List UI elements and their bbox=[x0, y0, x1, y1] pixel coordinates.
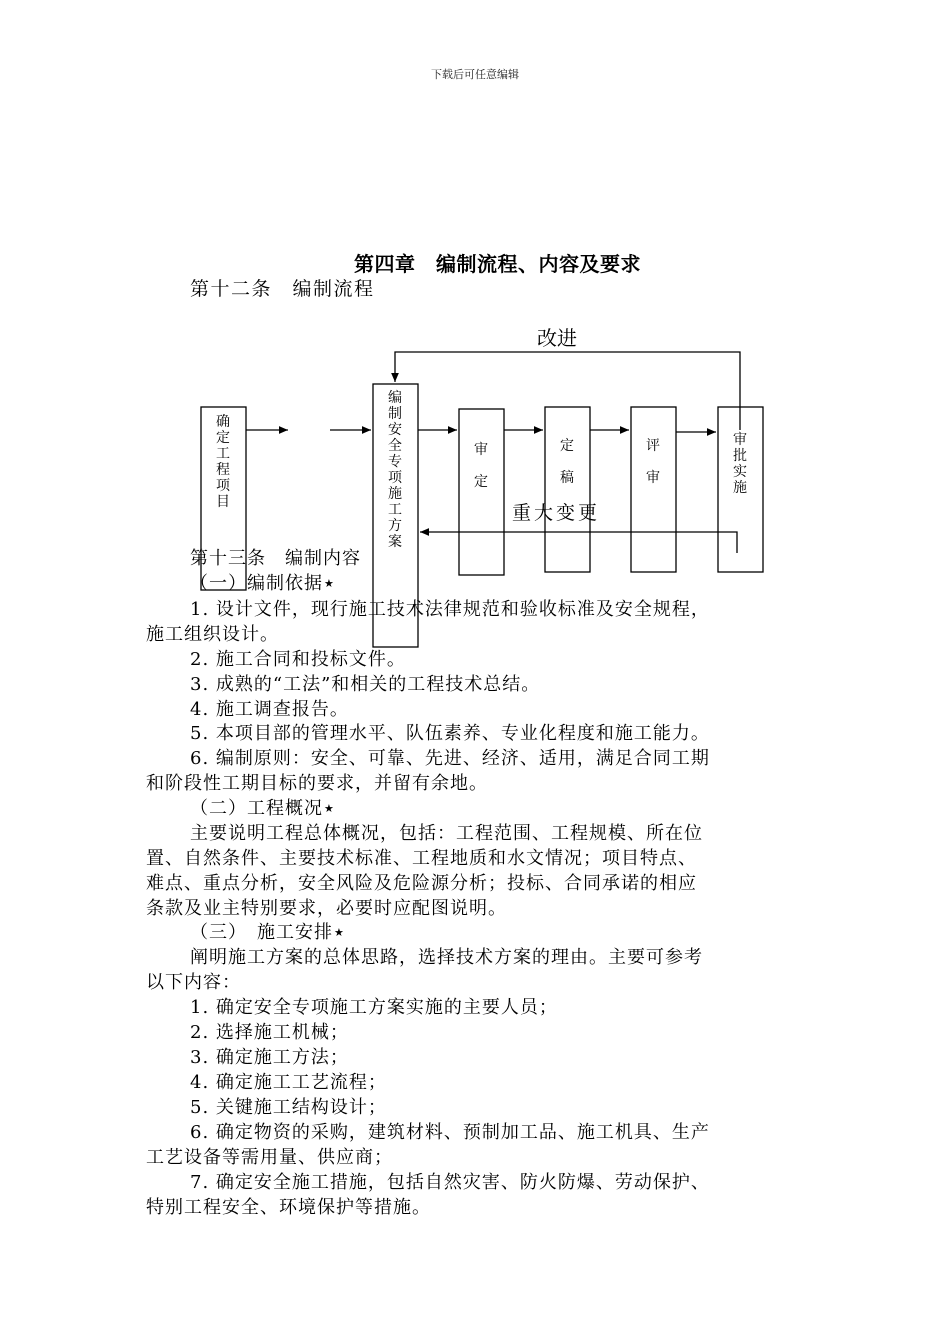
s1-item-5: 5. 本项目部的管理水平、队伍素养、专业化程度和施工能力。 bbox=[190, 723, 710, 744]
flow-box-1-label: 确 定 工 程 项 目 bbox=[216, 414, 230, 510]
s3-item-3: 3. 确定施工方法； bbox=[190, 1047, 349, 1068]
s3-intro-1: 阐明施工方案的总体思路，选择技术方案的理由。主要可参考 bbox=[190, 947, 703, 968]
s1-item-1-cont: 施工组织设计。 bbox=[146, 624, 279, 645]
flowchart bbox=[0, 0, 950, 660]
section-2-heading: （二）工程概况★ bbox=[190, 798, 335, 819]
flow-box-5-label: 评 审 bbox=[646, 438, 660, 486]
section-3-heading: （三） 施工安排★ bbox=[190, 922, 345, 943]
s3-item-4: 4. 确定施工工艺流程； bbox=[190, 1072, 387, 1093]
s2-text-2: 置、自然条件、主要技术标准、工程地质和水文情况；项目特点、 bbox=[146, 848, 697, 869]
s3-item-7-cont: 特别工程安全、环境保护等措施。 bbox=[146, 1197, 431, 1218]
article-12-title: 第十二条 编制流程 bbox=[190, 278, 375, 300]
s1-item-1: 1. 设计文件，现行施工技术法律规范和验收标准及安全规程， bbox=[190, 599, 710, 620]
page-header-note: 下载后可任意编辑 bbox=[431, 68, 519, 81]
flow-box-4-label: 定 稿 bbox=[560, 438, 574, 486]
s2-text-4: 条款及业主特别要求，必要时应配图说明。 bbox=[146, 898, 507, 919]
flow-box-2-label: 编 制 安 全 专 项 施 工 方 案 bbox=[388, 390, 402, 550]
s3-item-1: 1. 确定安全专项施工方案实施的主要人员； bbox=[190, 997, 558, 1018]
s3-item-7: 7. 确定安全施工措施，包括自然灾害、防火防爆、劳动保护、 bbox=[190, 1172, 710, 1193]
s1-item-4: 4. 施工调查报告。 bbox=[190, 699, 349, 720]
article-13-title: 第十三条 编制内容 bbox=[190, 548, 361, 569]
s1-item-6-cont: 和阶段性工期目标的要求，并留有余地。 bbox=[146, 773, 488, 794]
section-1-heading: （一）编制依据★ bbox=[190, 573, 335, 594]
s1-item-3: 3. 成熟的“工法”和相关的工程技术总结。 bbox=[190, 674, 541, 695]
feedback-label: 改进 bbox=[537, 326, 577, 350]
s2-text-3: 难点、重点分析，安全风险及危险源分析；投标、合同承诺的相应 bbox=[146, 873, 697, 894]
flow-box-6-label: 审 批 实 施 bbox=[733, 432, 747, 496]
s1-item-6: 6. 编制原则：安全、可靠、先进、经济、适用，满足合同工期 bbox=[190, 748, 710, 769]
chapter-title: 第四章 编制流程、内容及要求 bbox=[354, 252, 641, 276]
s3-item-6: 6. 确定物资的采购，建筑材料、预制加工品、施工机具、生产 bbox=[190, 1122, 710, 1143]
s3-intro-2: 以下内容： bbox=[146, 972, 241, 993]
s3-item-6-cont: 工艺设备等需用量、供应商； bbox=[146, 1147, 393, 1168]
s1-item-2: 2. 施工合同和投标文件。 bbox=[190, 649, 406, 670]
s2-text-1: 主要说明工程总体概况，包括：工程范围、工程规模、所在位 bbox=[190, 823, 703, 844]
s3-item-2: 2. 选择施工机械； bbox=[190, 1022, 349, 1043]
s3-item-5: 5. 关键施工结构设计； bbox=[190, 1097, 387, 1118]
flow-box-3-label: 审 定 bbox=[474, 442, 488, 490]
bottom-loop-label: 重大变更 bbox=[512, 502, 601, 524]
